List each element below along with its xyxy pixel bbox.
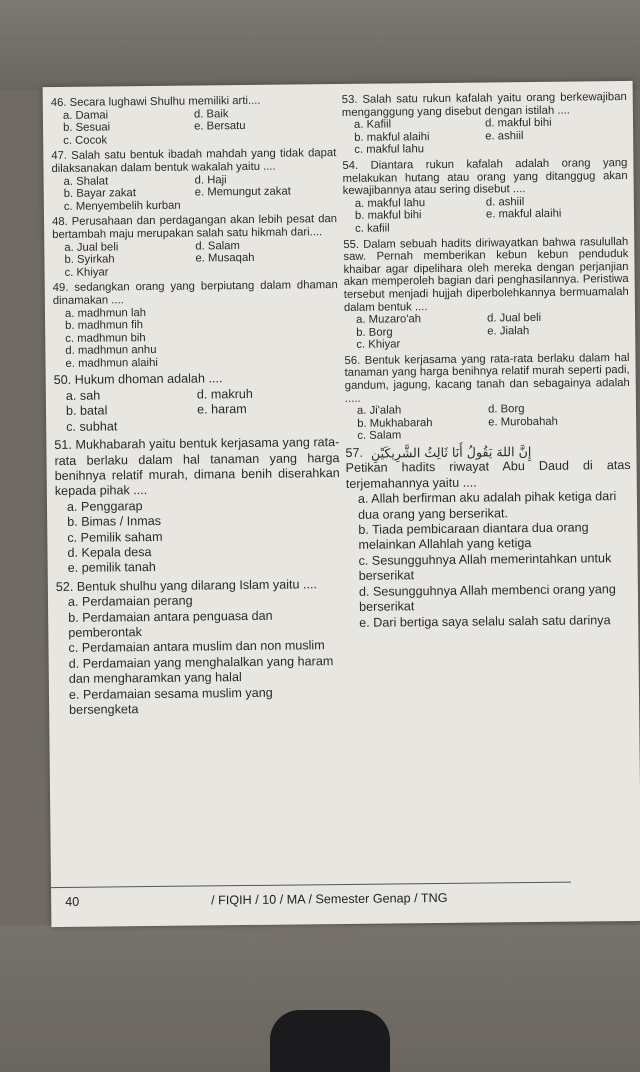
option: c. kafiil (355, 222, 390, 235)
option: c. Sesungguhnya Allah memerintahkan untuk berserikat (358, 551, 612, 584)
options (53, 305, 339, 371)
left-column (51, 94, 343, 721)
exam-page (43, 81, 640, 927)
question-stem: 56. Bentuk kerjasama yang rata-rata berlaku dalam hal tanaman yang harga benihnya relatif murah seperti padi, gandum, jagung, kacang tanah dan sebagainya adalah ..... (344, 351, 630, 405)
option: b. Bayar zakat (63, 187, 137, 201)
question-56 (344, 352, 630, 443)
option: b. makful alaihi (354, 130, 430, 144)
option: d. makful bihi (484, 116, 552, 130)
option: a. Kafiil (353, 118, 392, 132)
option: c. Menyembelih kurban (63, 199, 181, 213)
option: d. Haji (194, 173, 227, 187)
option: c. Perdamaian antara muslim dan non muslim (68, 638, 325, 656)
options (343, 195, 628, 236)
option: e. makful alaihi (485, 208, 562, 221)
option: d. Jual beli (487, 311, 542, 325)
option: e. haram (196, 402, 247, 417)
option: c. Cocok (63, 134, 108, 147)
option: a. Shalat (63, 174, 109, 188)
option: c. makful lahu (354, 143, 425, 157)
option: c. Pemilik saham (67, 529, 163, 545)
option: a. sah (65, 388, 101, 403)
option: b. makful bihi (354, 209, 422, 223)
option: b. Bimas / Inmas (67, 514, 162, 530)
question-stem: Petikan hadits riwayat Abu Daud di atas terjemahannya yaitu .... (345, 458, 631, 491)
option: b. Perdamaian antara penguasa dan pemberontak (68, 608, 273, 640)
question-stem: 51. Mukhabarah yaitu bentuk kerjasama yang rata-rata berlaku dalam hal tanaman yang harga benihnya relatif murah, dimana benih diserahkan kepada pihak .... (54, 435, 340, 499)
arabic-hadith: إِنَّ اللهَ يَقُولُ أَنَا ثَالِثُ الشَّرِيكَيْنِ (370, 444, 532, 461)
page-footer (51, 885, 640, 917)
question-52 (56, 577, 342, 719)
question-54 (342, 157, 628, 236)
options (346, 489, 632, 631)
option: a. Ji'alah (356, 404, 402, 418)
options (54, 386, 339, 435)
right-column (342, 91, 633, 634)
option: e. Memungut zakat (194, 185, 291, 199)
options (342, 116, 627, 157)
option: d. Borg (487, 403, 525, 416)
option: b. Borg (356, 326, 393, 339)
options (52, 173, 337, 214)
question-47 (51, 147, 337, 213)
option: a. Muzaro'ah (356, 313, 422, 326)
footer-text: / FIQIH / 10 / MA / Semester Genap / TNG (211, 890, 448, 908)
option: e. Bersatu (194, 120, 246, 133)
option: d. madhmun anhu (65, 344, 157, 358)
question-stem: 50. Hukum dhoman adalah .... (53, 371, 223, 388)
question-49 (53, 279, 339, 370)
page-number: 40 (65, 894, 80, 909)
question-stem: 54. Diantara rukun kafalah adalah orang yang melakukan hutang atau orang yang ditanggug akan kewajibannya atau sering disebut .... (342, 156, 628, 198)
dark-object (270, 1010, 390, 1072)
option: b. madhmun fih (65, 319, 144, 332)
options (51, 107, 336, 148)
option: d. makruh (196, 386, 253, 402)
option: c. Khiyar (64, 266, 109, 279)
option: a. Penggarap (66, 498, 143, 514)
option: d. ashiil (485, 195, 525, 209)
option (487, 336, 629, 350)
question-53 (342, 91, 628, 157)
question-stem: 55. Dalam sebuah hadits diriwayatkan bahwa rasulullah saw. Pernah memberikan kebun kebun penduduk khaibar agar dipelihara oleh mereka dengan perjanjian akan memperoleh bagian dari penghasilannya. Peristiwa tersebut menjadi hujjah diperbolehkannya bermuamalah dalam bentuk .... (343, 235, 629, 314)
question-stem: 46. Secara lughawi Shulhu memiliki arti.... (50, 94, 261, 110)
option: b. Mukhabarah (357, 416, 433, 430)
option: d. Sesungguhnya Allah membenci orang yang berserikat (358, 581, 616, 614)
option: c. Salam (357, 429, 402, 443)
options (52, 239, 337, 280)
option: b. batal (65, 403, 108, 419)
option: b. Tiada pembicaraan diantara dua orang melainkan Allahlah yang ketiga (358, 520, 589, 553)
question-stem: 53. Salah satu rukun kafalah yaitu orang berkewajiban menganggung yang disebut dengan istilah .... (341, 90, 627, 119)
option: e. Jialah (487, 324, 530, 338)
option: c. subhat (66, 419, 118, 434)
option: a. madhmun lah (64, 306, 147, 320)
option: e. pemilik tanah (67, 560, 156, 576)
option: d. Kepala desa (67, 544, 152, 560)
question-55 (343, 236, 629, 352)
option: a. Allah berfirman aku adalah pihak ketiga dari dua orang yang berserikat. (357, 489, 617, 522)
option: d. Perdamaian yang menghalalkan yang haram dan mengharamkan yang halal (68, 653, 334, 687)
question-46 (51, 94, 337, 147)
options (55, 497, 341, 577)
question-number: 57. (345, 445, 364, 460)
question-stem: 49. sedangkan orang yang berpiutang dalam dhaman dinamakan .... (52, 279, 338, 307)
option: e. Dari bertiga saya selalu salah satu darinya (359, 612, 611, 630)
option: b. Sesuai (62, 121, 111, 135)
question-stem: 48. Perusahaan dan perdagangan akan lebih pesat dan bertambah maju merupakan salah satu hikmah dari.... (51, 213, 338, 241)
option: c. Khiyar (356, 338, 401, 352)
option (195, 198, 337, 212)
footer-divider (51, 882, 571, 888)
option: e. madhmun alaihi (65, 356, 158, 370)
option: e. ashiil (485, 129, 524, 143)
option (197, 417, 339, 434)
option: e. Perdamaian sesama muslim yang bersengketa (68, 685, 273, 717)
option: a. Perdamaian perang (67, 593, 193, 610)
option: a. Damai (62, 109, 109, 122)
options (56, 592, 342, 718)
option (194, 132, 336, 146)
question-51 (54, 435, 340, 577)
option: b. Syirkah (64, 253, 115, 267)
options (345, 402, 630, 443)
question-57 (345, 443, 632, 631)
background-floor-top (0, 0, 640, 90)
option: a. Jual beli (64, 240, 119, 254)
question-stem: 52. Bentuk shulhu yang dilarang Islam yaitu .... (55, 577, 318, 594)
options (344, 311, 629, 352)
option (486, 220, 628, 234)
option: a. makful lahu (354, 196, 426, 210)
option: e. Musaqah (195, 252, 255, 265)
option (488, 427, 630, 441)
option (485, 141, 627, 155)
option: c. madhmun bih (65, 331, 146, 345)
option: d. Salam (195, 239, 240, 253)
question-50 (54, 370, 340, 435)
question-stem: 47. Salah satu bentuk ibadah mahdah yang tidak dapat dilaksanakan dalam bentuk wakalah yaitu .... (51, 147, 337, 175)
option: d. Baik (193, 107, 229, 121)
option: e. Murobahah (488, 415, 558, 429)
question-48 (52, 213, 338, 279)
option (196, 264, 338, 278)
